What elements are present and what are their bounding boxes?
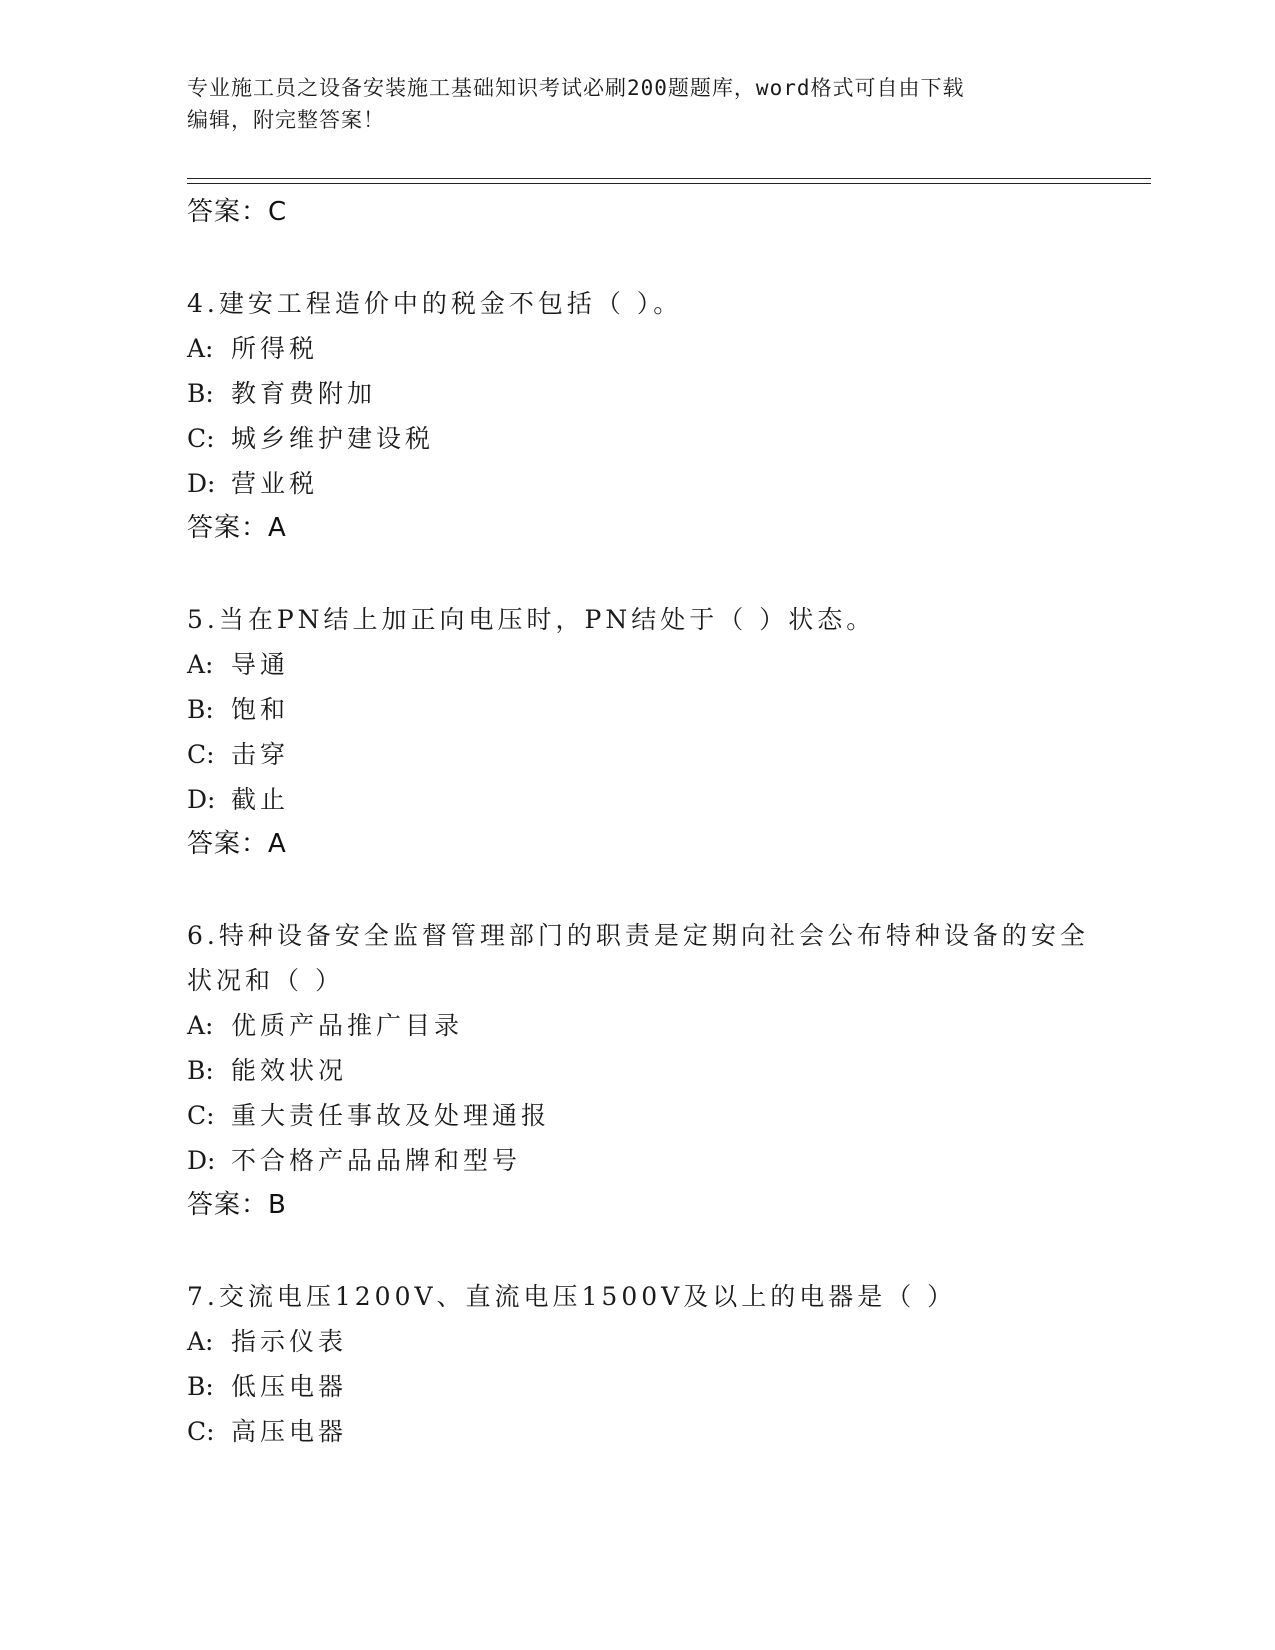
- question-text: 7.交流电压1200V、直流电压1500V及以上的电器是（ ）: [187, 1282, 957, 1311]
- option-letter: A:: [187, 334, 214, 363]
- option-text: 不合格产品品牌和型号: [231, 1146, 522, 1175]
- option-letter: C:: [187, 424, 215, 453]
- option-letter: A:: [187, 1011, 214, 1040]
- option-letter: D:: [187, 1146, 216, 1175]
- answer-line: 答案：B: [187, 1190, 287, 1220]
- option-text: 优质产品推广目录: [231, 1011, 464, 1040]
- option-text: 教育费附加: [231, 379, 377, 408]
- option-item: [187, 1409, 1107, 1454]
- option-item: [187, 416, 1107, 461]
- header-divider-bottom: [187, 183, 1151, 184]
- option-letter: D:: [187, 785, 216, 814]
- question-text: 4.建安工程造价中的税金不包括（ ）。: [187, 289, 683, 318]
- header-line-1: 专业施工员之设备安装施工基础知识考试必刷200题题库，word格式可自由下载: [187, 76, 965, 100]
- answer-line: 答案：A: [187, 829, 287, 859]
- option-text: 截止: [231, 785, 290, 814]
- option-letter: B:: [187, 379, 214, 408]
- option-item: [187, 732, 1107, 777]
- option-item: [187, 461, 1107, 506]
- option-text: 重大责任事故及处理通报: [231, 1101, 551, 1130]
- option-text: 导通: [231, 650, 290, 679]
- option-item: [187, 1319, 1107, 1364]
- option-letter: C:: [187, 1417, 215, 1446]
- option-text: 所得税: [231, 334, 319, 363]
- header-divider-top: [187, 178, 1151, 179]
- option-item: [187, 642, 1107, 687]
- option-text: 能效状况: [231, 1056, 348, 1085]
- option-text: 高压电器: [231, 1417, 348, 1446]
- option-item: [187, 326, 1107, 371]
- option-text: 城乡维护建设税: [231, 424, 435, 453]
- option-text: 指示仪表: [231, 1327, 348, 1356]
- option-letter: A:: [187, 650, 214, 679]
- option-item: [187, 1048, 1107, 1093]
- option-item: [187, 777, 1107, 822]
- answer-line: 答案：A: [187, 513, 287, 543]
- option-item: [187, 1003, 1107, 1048]
- option-letter: C:: [187, 740, 215, 769]
- option-item: [187, 687, 1107, 732]
- document-header: [187, 72, 1087, 136]
- option-item: [187, 1138, 1107, 1183]
- option-letter: C:: [187, 1101, 215, 1130]
- question-text: 5.当在PN结上加正向电压时，PN结处于（ ）状态。: [187, 605, 876, 634]
- option-item: [187, 1364, 1107, 1409]
- question-text: 6.特种设备安全监督管理部门的职责是定期向社会公布特种设备的安全状况和（ ）: [187, 921, 1089, 995]
- option-letter: B:: [187, 695, 214, 724]
- option-letter: D:: [187, 469, 216, 498]
- header-line-2: 编辑，附完整答案！: [187, 108, 385, 132]
- question-list: [187, 190, 1107, 1454]
- option-text: 营业税: [231, 469, 319, 498]
- option-letter: B:: [187, 1372, 214, 1401]
- option-item: [187, 371, 1107, 416]
- option-text: 击穿: [231, 740, 290, 769]
- option-letter: B:: [187, 1056, 214, 1085]
- answer-line: 答案：C: [187, 197, 288, 227]
- option-text: 低压电器: [231, 1372, 348, 1401]
- option-text: 饱和: [231, 695, 290, 724]
- option-letter: A:: [187, 1327, 214, 1356]
- option-item: [187, 1093, 1107, 1138]
